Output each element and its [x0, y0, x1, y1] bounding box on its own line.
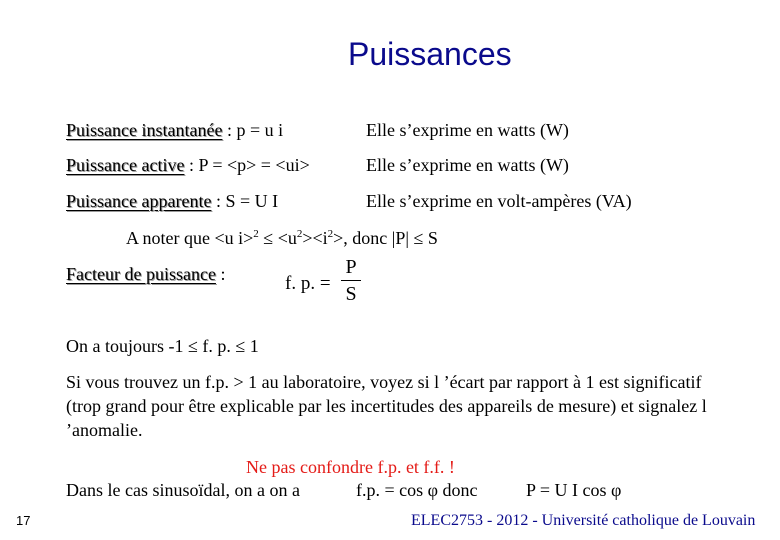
slide-number: 17 — [16, 513, 31, 528]
definition-instantaneous — [66, 120, 283, 141]
note-superscript: 2 — [253, 228, 259, 240]
power-factor-label — [66, 264, 225, 285]
definition-active — [66, 155, 310, 176]
fraction-denominator: S — [345, 283, 357, 305]
sinus-part-2: f.p. = cos φ donc — [356, 480, 478, 500]
definition-formula: : P = <p> = <ui> — [184, 155, 310, 175]
fraction-numerator: P — [345, 256, 357, 278]
note-superscript: 2 — [296, 228, 303, 240]
note-middle: ><i — [302, 228, 328, 248]
sinus-part-1: Dans le cas sinusoïdal, on a on a — [66, 480, 300, 500]
definition-unit: Elle s’exprime en watts (W) — [366, 155, 569, 175]
warning-text: Ne pas confondre f.p. et f.f. ! — [246, 457, 455, 477]
note-superscript: 2 — [327, 228, 334, 240]
power-factor-fraction — [341, 255, 361, 306]
slide-title: Puissances — [348, 36, 512, 72]
note-line — [126, 228, 438, 249]
power-factor-lhs: f. p. = — [285, 273, 331, 294]
definition-formula: : p = u i — [222, 120, 284, 140]
footer-text: ELEC2753 - 2012 - Université catholique de Louvain — [411, 512, 756, 529]
definition-name: Puissance active — [66, 155, 185, 175]
definition-name: Puissance instantanée — [66, 120, 223, 140]
fraction-bar — [341, 280, 361, 281]
definition-unit: Elle s’exprime en volt-ampères (VA) — [366, 191, 632, 211]
definition-unit: Elle s’exprime en watts (W) — [366, 120, 569, 140]
sinus-part-3: P = U I cos φ — [526, 480, 622, 500]
note-tail: >, donc |P| ≤ S — [333, 228, 438, 248]
power-factor-name: Facteur de puissance — [66, 264, 216, 284]
note-prefix: A noter que <u i> — [126, 228, 254, 248]
definition-apparent — [66, 191, 278, 212]
lab-paragraph: Si vous trouvez un f.p. > 1 au laboratoire, voyez si l ’écart par rapport à 1 est significatif (trop grand pour être explicable par les incertitudes des appareils de mesure) et signalez l ’anomalie. — [66, 372, 707, 440]
definition-formula: : S = U I — [211, 191, 279, 211]
definition-name: Puissance apparente — [66, 191, 212, 211]
range-statement: On a toujours -1 ≤ f. p. ≤ 1 — [66, 336, 259, 356]
power-factor-colon: : — [215, 264, 226, 284]
note-leq-symbol: ≤ — [263, 228, 274, 248]
note-middle: <u — [273, 228, 297, 248]
